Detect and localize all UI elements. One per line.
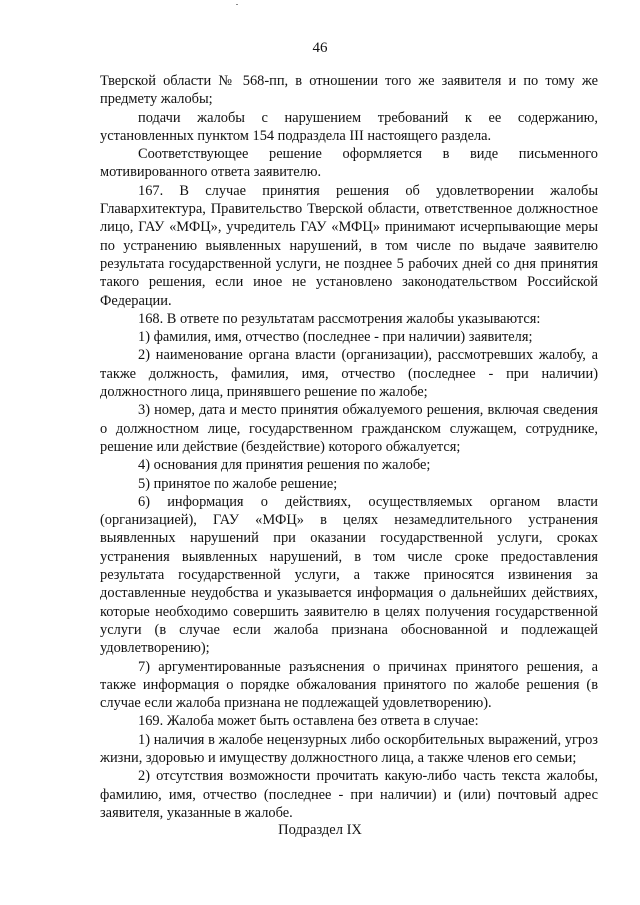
subsection-heading: Подраздел IX [278, 822, 362, 838]
list-item: 1) наличия в жалобе нецензурных либо оскорбительных выражений, угроз жизни, здоровью и имуществу должностного лица, а также членов его семьи; [100, 731, 598, 766]
paragraph-continuation: Тверской области № 568-пп, в отношении того же заявителя и по тому же предмету жалобы; [100, 73, 598, 108]
list-item: 5) принятое по жалобе решение; [138, 475, 338, 492]
list-item: 1) фамилия, имя, отчество (последнее - при наличии) заявителя; [138, 329, 533, 346]
paragraph-168: 168. В ответе по результатам рассмотрения жалобы указываются: [138, 310, 541, 327]
paragraph-169: 169. Жалоба может быть оставлена без ответа в случае: [138, 713, 479, 730]
scan-artifact [236, 4, 238, 5]
list-item: 3) номер, дата и место принятия обжалуемого решения, включая сведения о должностном лице, государственном гражданском служащем, сотруднике, решение или действие (бездействие) которого обжалуется; [100, 402, 598, 455]
paragraph: Соответствующее решение оформляется в виде письменного мотивированного ответа заявителю. [100, 146, 598, 181]
list-item: 7) аргументированные разъяснения о причинах принятого решения, а также информация о порядке обжалования принятого по жалобе решения (в случае если жалоба признана не подлежащей удовлетворению). [100, 658, 598, 712]
list-item: 2) отсутствия возможности прочитать какую-либо часть текста жалобы, фамилию, имя, отчество (последнее - при наличии) и (или) почтовый адрес заявителя, указанные в жалобе. [100, 768, 598, 821]
document-body [100, 72, 598, 822]
paragraph: подачи жалобы с нарушением требований к ее содержанию, установленных пунктом 154 подраздела III настоящего раздела. [100, 109, 598, 144]
paragraph-167: 167. В случае принятия решения об удовлетворении жалобы Главархитектура, Правительство Тверской области, ответственное должностное лицо, ГАУ «МФЦ», учредитель ГАУ «МФЦ» принимают исчерпывающие меры по устранению выявленных нарушений, в том числе по выдаче заявителю результата государственной услуги, не позднее 5 рабочих дней со дня принятия такого решения, если иное не установлено законодательством Российской Федерации. [100, 182, 598, 309]
list-item: 4) основания для принятия решения по жалобе; [138, 457, 431, 474]
page-number: 46 [312, 40, 328, 56]
list-item: 6) информация о действиях, осуществляемых органом власти (организацией), ГАУ «МФЦ» в целях незамедлительного устранения выявленных нарушений при оказании государственной услуги, сроках устранения выявленных нарушений, в том числе сроке предоставления результата государственной услуги, а также приносятся извинения за доставленные неудобства и указывается информация о дальнейших действиях, которые необходимо совершить заявителю в целях получения государственной услуги (в случае если жалоба признана обоснованной и подлежащей удовлетворению); [100, 493, 598, 657]
list-item: 2) наименование органа власти (организации), рассмотревших жалобу, а также должность, фамилия, имя, отчество (последнее - при наличии) должностного лица, принявшего решение по жалобе; [100, 347, 598, 401]
